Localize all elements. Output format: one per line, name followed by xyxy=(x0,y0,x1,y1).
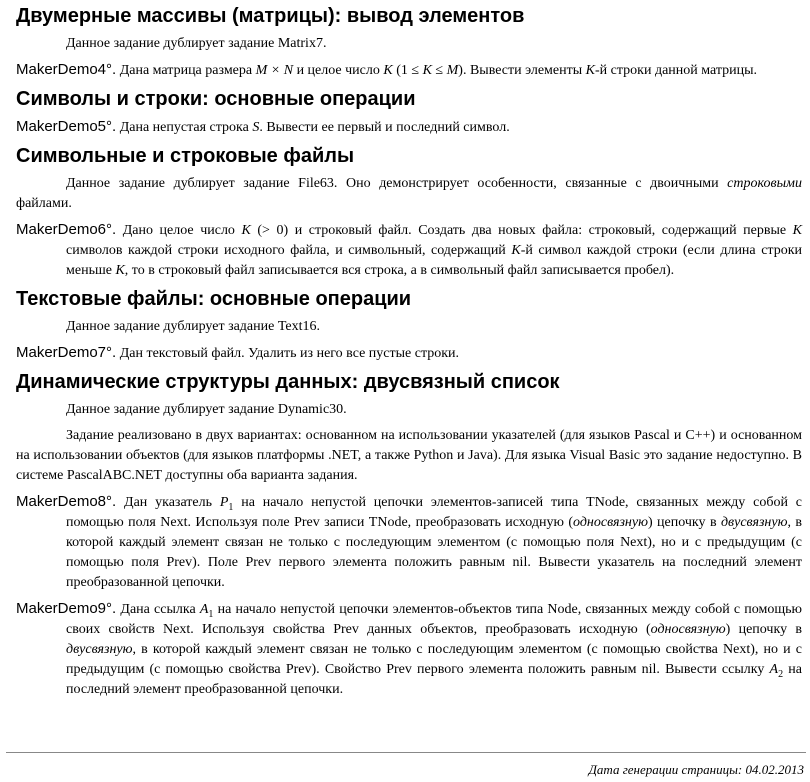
section-title-matrix: Двумерные массивы (матрицы): вывод элементов xyxy=(16,5,525,27)
section-title-files: Символьные и строковые файлы xyxy=(16,145,355,167)
task-makerdemo4: MakerDemo4°. Дана матрица размера M × N и целое число K (1 ≤ K ≤ M). Вывести элементы K-й строки данной матрицы. xyxy=(16,61,758,78)
task-id: MakerDemo7°. xyxy=(16,344,117,361)
task-id: MakerDemo5°. xyxy=(16,118,117,135)
page-generation-date: Дата генерации страницы: 04.02.2013 xyxy=(588,762,804,777)
task-id: MakerDemo4°. xyxy=(16,61,117,78)
note-text: Данное задание дублирует задание Text16. xyxy=(66,319,321,334)
footer-divider xyxy=(6,752,806,753)
task-makerdemo9: MakerDemo9°. Дана ссылка $A_1$ на начало непустой цепочки элементов-объектов типа Node, связанных между собой с помощью своих свойств Next. Используя свойства Prev данных объектов, преобразовать исходную (односвязную) цепочку в двусвязную, в которой каждый элемент связан не только с последующим элементом (с помощью свойства Next), но и с предыдущим (с помощью свойства Prev). Свойство Prev первого элемента положить равным nil. Вывести ссылку $A_2$ на последний элемент преобразованной цепочки. xyxy=(16,600,802,697)
task-id: MakerDemo6°. xyxy=(16,221,117,238)
task-makerdemo8: MakerDemo8°. Дан указатель $P_1$ на начало непустой цепочки элементов-записей типа TNode, связанных между собой с помощью поля Next. Используя поле Prev записи TNode, преобразовать исходную (односвязную) цепочку в двусвязную, в которой каждый элемент связан не только с последующим элементом (с помощью поля Next), но и с предыдущим (с помощью поля Prev). Поле Prev первого элемента положить равным nil. Вывести указатель на последний элемент преобразованной цепочки. xyxy=(16,493,802,590)
section-title-text-files: Текстовые файлы: основные операции xyxy=(16,288,412,310)
task-makerdemo6: MakerDemo6°. Дано целое число K (> 0) и строковый файл. Создать два новых файла: строковый, содержащий первые K символов каждой строки исходного файла, и символьный, содержащий K-й символ каждой строки (если длина строки меньше K, то в строковый файл записывается вся строка, а в символьный файл записывается пробел). xyxy=(16,221,802,278)
task-makerdemo5: MakerDemo5°. Дана непустая строка S. Вывести ее первый и последний символ. xyxy=(16,118,510,135)
section-title-strings: Символы и строки: основные операции xyxy=(16,88,416,110)
note-matrix: Данное задание дублирует задание Matrix7. xyxy=(66,36,327,51)
note-files: Данное задание дублирует задание File63. Оно демонстрирует особенности, связанные с двоичными строковыми файлами. xyxy=(16,176,802,211)
task-id: MakerDemo9°. xyxy=(16,600,117,617)
section-title-dynamic: Динамические структуры данных: двусвязный список xyxy=(16,371,560,393)
note-dynamic-variants: Задание реализовано в двух вариантах: основанном на использовании указателей (для языков Pascal и C++) и основанном на использовании объектов (для языков платформы .NET, а также Python и Java). Для языка Visual Basic это задание недоступно. В системе PascalABC.NET доступны оба варианта задания. xyxy=(16,428,802,483)
task-makerdemo7: MakerDemo7°. Дан текстовый файл. Удалить из него все пустые строки. xyxy=(16,344,460,361)
note-dynamic: Данное задание дублирует задание Dynamic30. xyxy=(66,402,347,417)
task-id: MakerDemo8°. xyxy=(16,493,117,510)
